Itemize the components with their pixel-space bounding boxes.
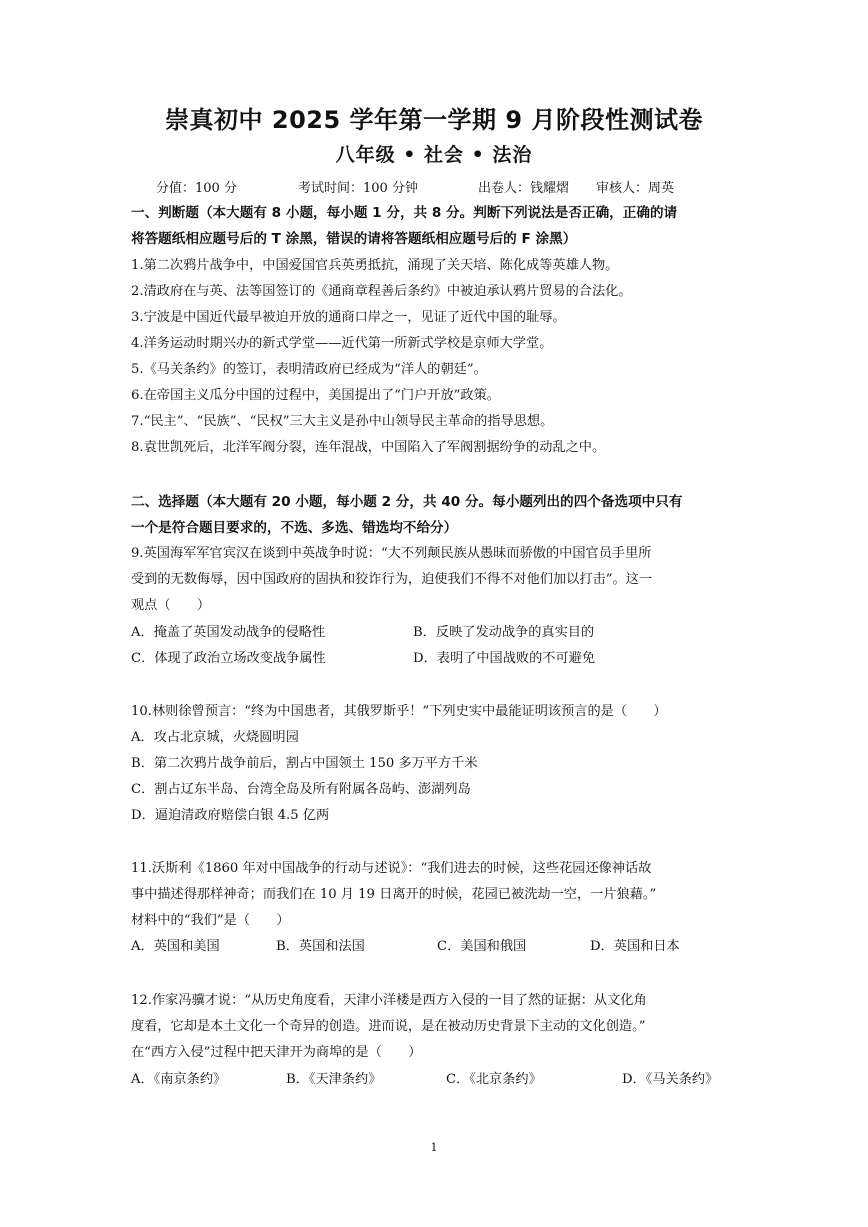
- q10-option-a: A．攻占北京城，火烧圆明园: [131, 730, 299, 745]
- exam-meta: [156, 177, 674, 196]
- q10-stem-line1: 10.林则徐曾预言：“终为中国患者，其俄罗斯乎！”下列史实中最能证明该预言的是（ ）: [131, 704, 667, 719]
- meta-author: 出卷人：钱耀熠: [478, 181, 570, 196]
- tf-item-4: 4.洋务运动时期兴办的新式学堂——近代第一所新式学校是京师大学堂。: [131, 336, 553, 351]
- q11-stem-line3: 材料中的“我们”是（ ）: [131, 913, 290, 928]
- q11-stem-line2: 事中描述得那样神奇；而我们在 10 月 19 日离开的时候，花园已被洗劫一空，一片狼藉。”: [131, 887, 657, 902]
- page-number: 1: [430, 1141, 438, 1154]
- section2-heading-line2: 一个是符合题目要求的，不选、多选、错选均不给分）: [131, 520, 458, 536]
- q10-option-b: B．第二次鸦片战争前后，割占中国领土 150 多万平方千米: [131, 756, 478, 771]
- q9-stem-line1: 9.英国海军军官宾汉在谈到中英战争时说：“大不列颠民族从愚昧而骄傲的中国官员手里所: [131, 546, 652, 561]
- q12-option-d: D．《马关条约》: [622, 1072, 719, 1087]
- q11-option-d: D．英国和日本: [590, 939, 680, 954]
- meta-score: 分值：100 分: [156, 181, 237, 196]
- q11-option-b: B．英国和法国: [276, 939, 365, 954]
- q12-stem-line2: 度看，它却是本土文化一个奇异的创造。进而说，是在被动历史背景下主动的文化创造。”: [131, 1019, 646, 1034]
- q12-stem-line1: 12.作家冯骥才说：“从历史角度看，天津小洋楼是西方入侵的一目了然的证据：从文化角: [131, 993, 647, 1008]
- tf-item-1: 1.第二次鸦片战争中，中国爱国官兵英勇抵抗，涌现了关天培、陈化成等英雄人物。: [131, 258, 619, 273]
- q11-option-c: C．美国和俄国: [437, 939, 527, 954]
- q9-option-b: B．反映了发动战争的真实目的: [413, 625, 595, 640]
- q9-stem-line3: 观点（ ）: [131, 598, 211, 613]
- q12-options-row: [131, 1071, 718, 1089]
- q10-option-d: D．逼迫清政府赔偿白银 4.5 亿两: [131, 808, 330, 823]
- q11-stem-line1: 11.沃斯利《1860 年对中国战争的行动与述说》：“我们进去的时候，这些花园还像神话故: [131, 861, 652, 876]
- section1-heading-line1: 一、判断题（本大题有 8 小题，每小题 1 分，共 8 分。判断下列说法是否正确，正确的请: [131, 205, 678, 221]
- exam-title: 崇真初中 2025 学年第一学期 9 月阶段性测试卷: [165, 106, 703, 134]
- meta-reviewer: 审核人：周英: [596, 181, 675, 196]
- section1-heading-line2: 将答题纸相应题号后的 T 涂黑，错误的请将答题纸相应题号后的 F 涂黑）: [131, 231, 577, 247]
- q9-option-a: A．掩盖了英国发动战争的侵略性: [131, 625, 326, 640]
- q9-stem-line2: 受到的无数侮辱，因中国政府的固执和狡诈行为，迫使我们不得不对他们加以打击”。这一: [131, 572, 653, 587]
- tf-item-7: 7.“民主”、“民族”、“民权”三大主义是孙中山领导民主革命的指导思想。: [131, 414, 554, 429]
- exam-subtitle: 八年级 • 社会 • 法治: [335, 144, 533, 166]
- q9-option-c: C．体现了政治立场改变战争属性: [131, 651, 326, 666]
- tf-item-5: 5.《马关条约》的签订，表明清政府已经成为“洋人的朝廷”。: [131, 362, 487, 377]
- q11-option-a: A．英国和美国: [131, 939, 220, 954]
- tf-item-8: 8.袁世凯死后，北洋军阀分裂，连年混战，中国陷入了军阀割据纷争的动乱之中。: [131, 440, 606, 455]
- q9-option-d: D．表明了中国战败的不可避免: [413, 651, 596, 666]
- q12-option-c: C．《北京条约》: [446, 1072, 542, 1087]
- q9-options-row2: [131, 650, 595, 668]
- q12-stem-line3: 在“西方入侵”过程中把天津开为商埠的是（ ）: [131, 1045, 422, 1060]
- meta-time: 考试时间：100 分钟: [298, 181, 418, 196]
- q12-option-a: A．《南京条约》: [131, 1072, 227, 1087]
- q11-options-row: [131, 938, 680, 956]
- q9-options-row1: [131, 624, 594, 642]
- tf-item-3: 3.宁波是中国近代最早被迫开放的通商口岸之一，见证了近代中国的耻辱。: [131, 310, 566, 325]
- section2-heading-line1: 二、选择题（本大题有 20 小题，每小题 2 分，共 40 分。每小题列出的四个备选项中只有: [131, 494, 683, 510]
- q12-option-b: B．《天津条约》: [286, 1072, 382, 1087]
- tf-item-2: 2.清政府在与英、法等国签订的《通商章程善后条约》中被迫承认鸦片贸易的合法化。: [131, 284, 632, 299]
- q10-option-c: C．割占辽东半岛、台湾全岛及所有附属各岛屿、澎湖列岛: [131, 782, 471, 797]
- tf-item-6: 6.在帝国主义瓜分中国的过程中，美国提出了“门户开放”政策。: [131, 388, 500, 403]
